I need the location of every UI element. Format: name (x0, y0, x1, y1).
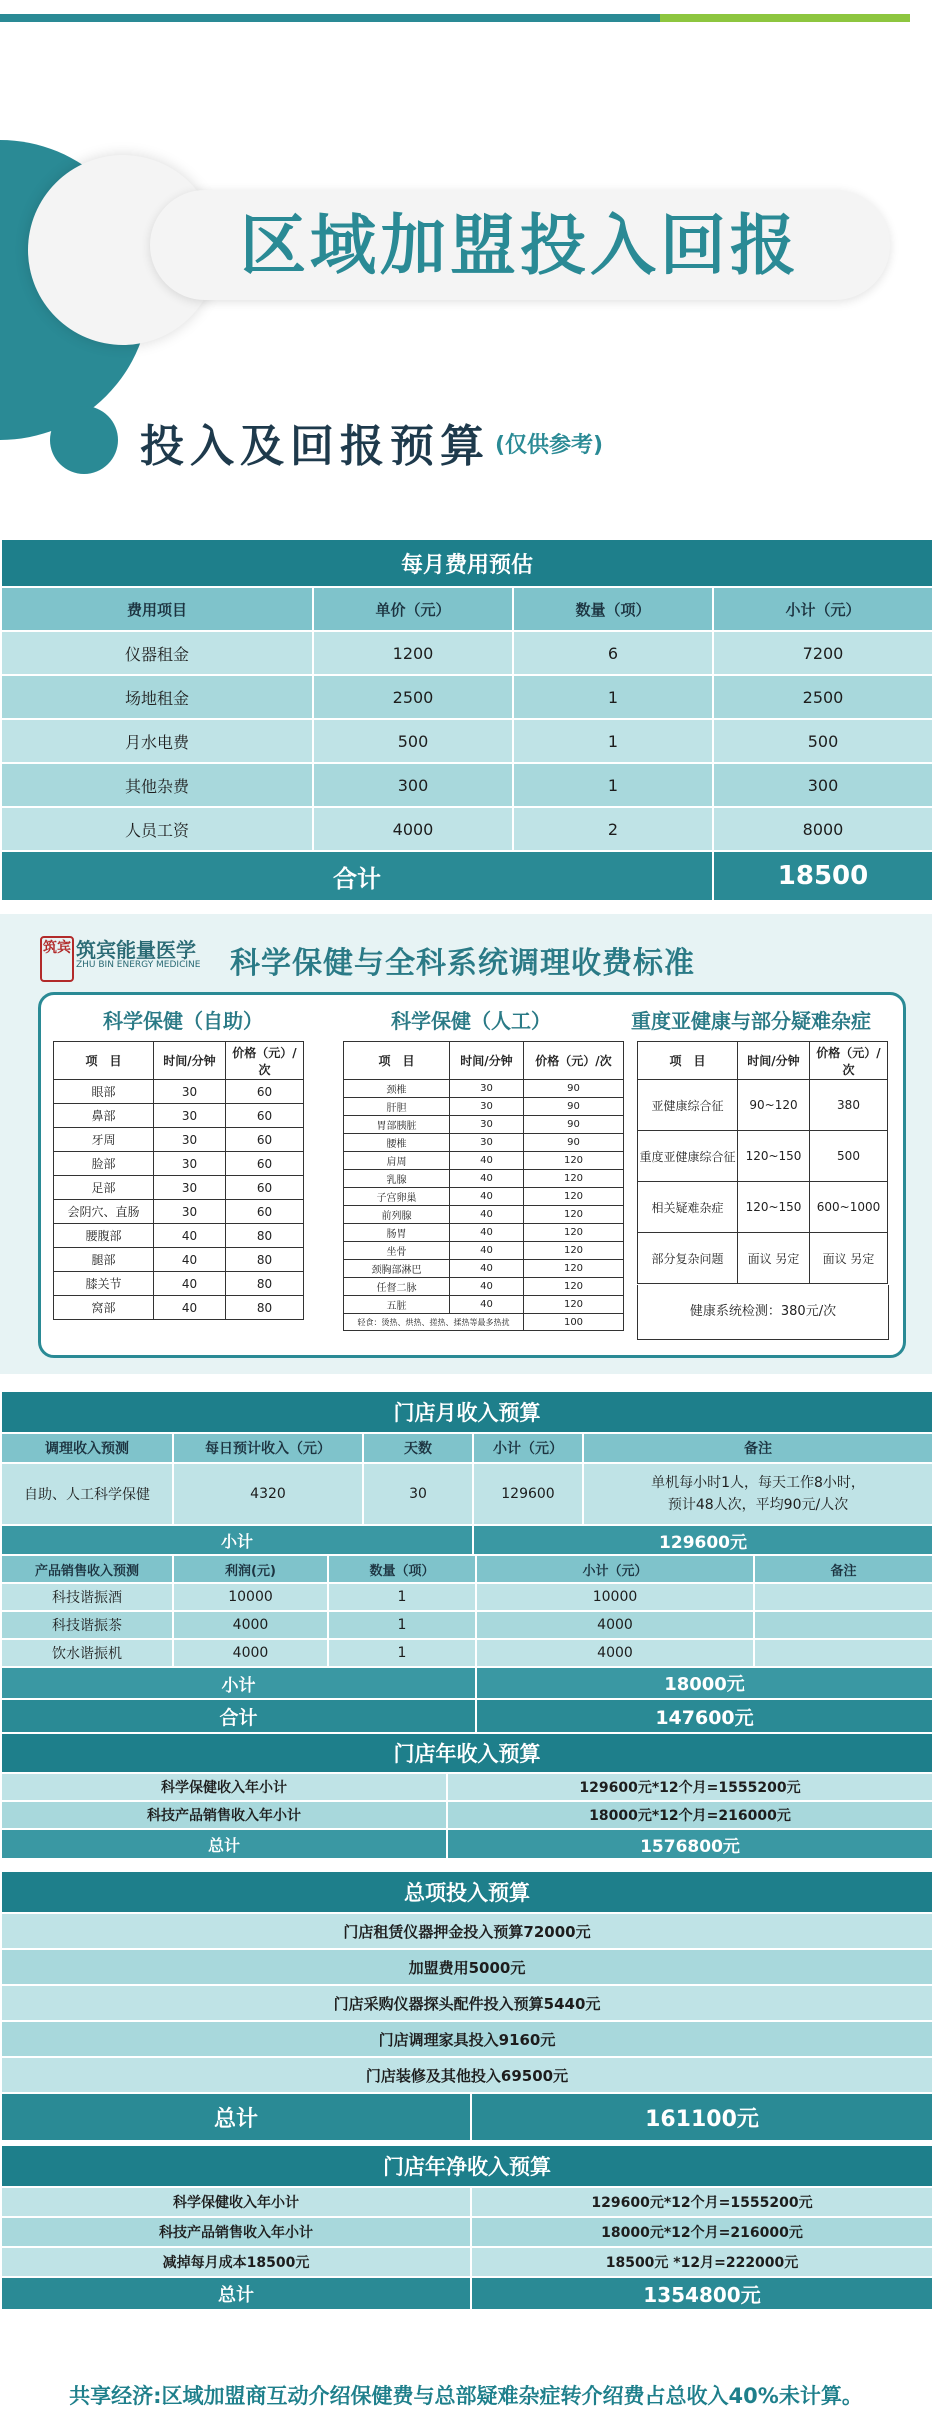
price-cell: 120 (524, 1278, 624, 1296)
cell: 1 (513, 675, 713, 719)
cell: 门店调理家具投入9160元 (1, 2021, 932, 2057)
price-cell: 任督二脉 (344, 1278, 450, 1296)
price-cell: 40 (450, 1170, 524, 1188)
subtotal-row (1, 1525, 932, 1555)
price-cell: 120 (524, 1170, 624, 1188)
cell: 饮水谐振机 (1, 1639, 173, 1667)
header-cell: 单价（元） (313, 587, 513, 631)
accent-green (660, 14, 910, 22)
header-cell: 天数 (363, 1433, 473, 1463)
price-cell: 40 (450, 1188, 524, 1206)
header-cell: 数量（项） (513, 587, 713, 631)
cell: 1 (513, 763, 713, 807)
price-cell: 30 (450, 1098, 524, 1116)
table-row (1, 1611, 932, 1639)
pricing-card (0, 914, 932, 1374)
cell: 仪器租金 (1, 631, 313, 675)
table-row (1, 675, 932, 719)
section-title: 投入及回报预算 (140, 421, 490, 472)
price-cell: 牙周 (54, 1128, 154, 1152)
price-cell: 120 (524, 1206, 624, 1224)
price-cell: 子宫卵巢 (344, 1188, 450, 1206)
price-cell: 40 (154, 1272, 226, 1296)
price-cell: 120 (524, 1188, 624, 1206)
cell: 门店租赁仪器押金投入预算72000元 (1, 1913, 932, 1949)
store-monthly-table (0, 1390, 932, 1556)
price-cell: 30 (154, 1128, 226, 1152)
subtotal-value: 18000元 (476, 1667, 932, 1699)
product-header (1, 1555, 932, 1583)
cell: 18500元 *12月=222000元 (471, 2247, 932, 2277)
price-cell: 五脏 (344, 1296, 450, 1314)
price-header-row (638, 1042, 888, 1080)
price-cell: 40 (154, 1296, 226, 1320)
cell: 门店采购仪器探头配件投入预算5440元 (1, 1985, 932, 2021)
table-row (1, 1639, 932, 1667)
price-cell: 会阴穴、直肠 (54, 1200, 154, 1224)
price-cell: 胃部胰脏 (344, 1116, 450, 1134)
total-value: 1354800元 (471, 2277, 932, 2310)
price-cell: 面议 另定 (738, 1233, 810, 1284)
cell: 4000 (313, 807, 513, 851)
price-cell: 40 (154, 1248, 226, 1272)
price-cell: 30 (450, 1080, 524, 1098)
cell: 科技谐振茶 (1, 1611, 173, 1639)
cell: 自助、人工科学保健 (1, 1463, 173, 1525)
manual-title: 科学保健（人工） (391, 1009, 551, 1033)
price-cell: 40 (154, 1224, 226, 1248)
total-value: 1576800元 (447, 1829, 932, 1859)
price-cell: 40 (450, 1152, 524, 1170)
price-row (344, 1152, 624, 1170)
total-value: 18500 (713, 851, 932, 901)
price-row (344, 1080, 624, 1098)
table-row (1, 2187, 932, 2217)
cell: 人员工资 (1, 807, 313, 851)
price-row (54, 1272, 304, 1296)
price-row (54, 1176, 304, 1200)
cell: 2500 (713, 675, 932, 719)
price-cell: 腰椎 (344, 1134, 450, 1152)
health-check-note: 健康系统检测：380元/次 (637, 1285, 889, 1340)
price-cell: 眼部 (54, 1080, 154, 1104)
total-value: 147600元 (476, 1699, 932, 1733)
cell: 科学保健收入年小计 (1, 2187, 471, 2217)
cell: 1 (328, 1583, 476, 1611)
price-footnote-row (344, 1314, 624, 1331)
store-annual-total-row (1, 1829, 932, 1859)
header-cell: 时间/分钟 (738, 1042, 810, 1080)
price-cell: 相关疑难杂症 (638, 1182, 738, 1233)
cell: 1200 (313, 631, 513, 675)
header-cell: 时间/分钟 (450, 1042, 524, 1080)
brand-logo (40, 934, 210, 982)
price-cell: 面议 另定 (810, 1233, 888, 1284)
cell: 场地租金 (1, 675, 313, 719)
subtotal-label: 小计 (1, 1525, 473, 1555)
header-cell: 项 目 (54, 1042, 154, 1080)
cell: 4000 (476, 1639, 754, 1667)
footer-note: 共享经济:区域加盟商互动介绍保健费与总部疑难杂症转介绍费占总收入40%未计算。 (69, 2384, 863, 2408)
table-row (1, 1913, 932, 1949)
header-cell: 项 目 (344, 1042, 450, 1080)
cell: 4000 (476, 1611, 754, 1639)
net-annual-title: 门店年净收入预算 (1, 2145, 932, 2187)
price-cell: 60 (226, 1104, 304, 1128)
price-cell: 500 (810, 1131, 888, 1182)
header-cell: 价格（元）/次 (810, 1042, 888, 1080)
price-footnote-value: 100 (524, 1314, 624, 1331)
product-subtotal-row (1, 1667, 932, 1699)
price-cell: 脸部 (54, 1152, 154, 1176)
price-row (54, 1104, 304, 1128)
subtotal-value: 129600元 (473, 1525, 932, 1555)
price-cell: 腰腹部 (54, 1224, 154, 1248)
price-row (54, 1200, 304, 1224)
header-cell: 小计（元） (473, 1433, 583, 1463)
price-cell: 120 (524, 1296, 624, 1314)
cell: 科技谐振酒 (1, 1583, 173, 1611)
table-row (1, 1583, 932, 1611)
total-label: 总计 (1, 2277, 471, 2310)
self-price-table (53, 1041, 304, 1320)
severe-price-table (637, 1041, 888, 1284)
section-dot-icon (50, 406, 118, 474)
net-annual-total-row (1, 2277, 932, 2310)
price-cell: 窝部 (54, 1296, 154, 1320)
price-row (54, 1248, 304, 1272)
cell: 6 (513, 631, 713, 675)
table-row (1, 1801, 932, 1829)
store-annual-table (0, 1732, 932, 1860)
price-row (54, 1080, 304, 1104)
severe-title: 重度亚健康与部分疑难杂症 (631, 1009, 871, 1033)
header-cell: 每日预计收入（元） (173, 1433, 363, 1463)
total-value: 161100元 (471, 2093, 932, 2141)
total-label: 总计 (1, 1829, 447, 1859)
price-row (638, 1080, 888, 1131)
price-row (344, 1296, 624, 1314)
price-cell: 30 (154, 1080, 226, 1104)
price-cell: 40 (450, 1206, 524, 1224)
total-label: 合计 (1, 1699, 476, 1733)
header-cell: 小计（元） (713, 587, 932, 631)
price-row (344, 1260, 624, 1278)
header-cell: 备注 (754, 1555, 932, 1583)
table-row (1, 2217, 932, 2247)
price-header-row (344, 1042, 624, 1080)
cell: 科学保健收入年小计 (1, 1773, 447, 1801)
pricing-panel (38, 992, 906, 1358)
cell: 30 (363, 1463, 473, 1525)
manual-price-table (343, 1041, 624, 1331)
price-cell: 肩周 (344, 1152, 450, 1170)
cell (754, 1583, 932, 1611)
price-row (344, 1116, 624, 1134)
price-row (344, 1224, 624, 1242)
section-note: (仅供参考) (495, 433, 604, 458)
top-accent-bar (0, 14, 932, 22)
price-cell: 30 (450, 1116, 524, 1134)
price-cell: 120 (524, 1224, 624, 1242)
cell: 129600元*12个月=1555200元 (471, 2187, 932, 2217)
price-cell: 40 (450, 1260, 524, 1278)
price-cell: 90~120 (738, 1080, 810, 1131)
cell: 2 (513, 807, 713, 851)
price-cell: 80 (226, 1272, 304, 1296)
note-cell (583, 1463, 932, 1525)
cell: 月水电费 (1, 719, 313, 763)
price-row (638, 1233, 888, 1284)
cell: 129600元*12个月=1555200元 (447, 1773, 932, 1801)
table-row (1, 1773, 932, 1801)
cell (754, 1639, 932, 1667)
accent-teal (0, 14, 660, 22)
pricing-title: 科学保健与全科系统调理收费标准 (230, 946, 695, 981)
price-row (54, 1128, 304, 1152)
price-cell: 60 (226, 1152, 304, 1176)
table-row (1, 1949, 932, 1985)
price-cell: 90 (524, 1134, 624, 1152)
table-row (1, 763, 932, 807)
header-cell: 价格（元）/次 (226, 1042, 304, 1080)
store-annual-title: 门店年收入预算 (1, 1733, 932, 1773)
price-cell: 600~1000 (810, 1182, 888, 1233)
price-row (54, 1296, 304, 1320)
investment-total-row (1, 2093, 932, 2141)
price-cell: 30 (154, 1176, 226, 1200)
cell: 7200 (713, 631, 932, 675)
cell: 2500 (313, 675, 513, 719)
cell: 科技产品销售收入年小计 (1, 2217, 471, 2247)
monthly-header-row (1, 587, 932, 631)
header-cell: 备注 (583, 1433, 932, 1463)
note-line: 预计48人次，平均90元/人次 (667, 1497, 849, 1513)
header-cell: 数量（项） (328, 1555, 476, 1583)
logo-seal-icon: 筑宾 (40, 936, 74, 982)
store-monthly-header (1, 1433, 932, 1463)
table-row (1, 631, 932, 675)
cell: 10000 (173, 1583, 328, 1611)
price-cell: 30 (450, 1134, 524, 1152)
price-cell: 膝关节 (54, 1272, 154, 1296)
table-row (1, 1463, 932, 1525)
price-row (54, 1224, 304, 1248)
price-cell: 120 (524, 1260, 624, 1278)
cell: 减掉每月成本18500元 (1, 2247, 471, 2277)
price-cell: 80 (226, 1224, 304, 1248)
price-cell: 亚健康综合征 (638, 1080, 738, 1131)
header-cell: 时间/分钟 (154, 1042, 226, 1080)
header-cell: 费用项目 (1, 587, 313, 631)
hero-banner (0, 110, 932, 350)
logo-name: 筑宾能量医学 (76, 938, 196, 962)
cell: 门店装修及其他投入69500元 (1, 2057, 932, 2093)
total-label: 总计 (1, 2093, 471, 2141)
cell: 300 (313, 763, 513, 807)
price-cell: 60 (226, 1176, 304, 1200)
price-row (638, 1131, 888, 1182)
cell: 18000元*12个月=216000元 (471, 2217, 932, 2247)
table-row (1, 2021, 932, 2057)
price-cell: 40 (450, 1242, 524, 1260)
header-cell: 调理收入预测 (1, 1433, 173, 1463)
header-cell: 产品销售收入预测 (1, 1555, 173, 1583)
table-row (1, 1985, 932, 2021)
cell: 300 (713, 763, 932, 807)
total-label: 合计 (1, 851, 713, 901)
price-cell: 120 (524, 1152, 624, 1170)
header-cell: 小计（元） (476, 1555, 754, 1583)
monthly-total-row (1, 851, 932, 901)
price-cell: 80 (226, 1248, 304, 1272)
price-cell: 120~150 (738, 1131, 810, 1182)
header-cell: 利润(元) (173, 1555, 328, 1583)
price-cell: 重度亚健康综合征 (638, 1131, 738, 1182)
investment-table (0, 1870, 932, 2142)
net-annual-table (0, 2144, 932, 2311)
price-row (344, 1134, 624, 1152)
price-header-row (54, 1042, 304, 1080)
store-monthly-total-row (1, 1699, 932, 1733)
cell: 500 (313, 719, 513, 763)
subtotal-label: 小计 (1, 1667, 476, 1699)
price-row (344, 1170, 624, 1188)
price-cell: 足部 (54, 1176, 154, 1200)
price-cell: 380 (810, 1080, 888, 1131)
header-cell: 项 目 (638, 1042, 738, 1080)
table-row (1, 2247, 932, 2277)
price-cell: 40 (450, 1224, 524, 1242)
table-row (1, 2057, 932, 2093)
cell: 129600 (473, 1463, 583, 1525)
price-row (344, 1278, 624, 1296)
cell: 加盟费用5000元 (1, 1949, 932, 1985)
cell: 其他杂费 (1, 763, 313, 807)
cell: 4000 (173, 1639, 328, 1667)
price-row (344, 1206, 624, 1224)
price-footnote: 轻食：烫热、烘热、搓热、揉热等最多热扰 (344, 1314, 524, 1331)
price-cell: 30 (154, 1200, 226, 1224)
logo-english: ZHU BIN ENERGY MEDICINE (76, 960, 201, 970)
table-row (1, 807, 932, 851)
price-row (638, 1182, 888, 1233)
monthly-title: 每月费用预估 (1, 539, 932, 587)
self-title: 科学保健（自助） (103, 1009, 263, 1033)
price-cell: 30 (154, 1152, 226, 1176)
cell: 科技产品销售收入年小计 (1, 1801, 447, 1829)
price-cell: 60 (226, 1200, 304, 1224)
price-cell: 40 (450, 1296, 524, 1314)
price-cell: 颈椎 (344, 1080, 450, 1098)
cell: 8000 (713, 807, 932, 851)
store-monthly-title: 门店月收入预算 (1, 1391, 932, 1433)
cell: 500 (713, 719, 932, 763)
note-line: 单机每小时1人，每天工作8小时， (651, 1475, 865, 1491)
cell: 1 (328, 1639, 476, 1667)
table-row (1, 719, 932, 763)
price-cell: 部分复杂问题 (638, 1233, 738, 1284)
cell: 10000 (476, 1583, 754, 1611)
price-cell: 前列腺 (344, 1206, 450, 1224)
header-cell: 价格（元）/次 (524, 1042, 624, 1080)
monthly-cost-table (0, 538, 932, 902)
price-cell: 腿部 (54, 1248, 154, 1272)
cell: 1 (328, 1611, 476, 1639)
price-cell: 鼻部 (54, 1104, 154, 1128)
price-cell: 90 (524, 1116, 624, 1134)
price-cell: 90 (524, 1080, 624, 1098)
cell: 4320 (173, 1463, 363, 1525)
price-cell: 60 (226, 1080, 304, 1104)
price-cell: 120~150 (738, 1182, 810, 1233)
cell (754, 1611, 932, 1639)
price-cell: 坐骨 (344, 1242, 450, 1260)
investment-title: 总项投入预算 (1, 1871, 932, 1913)
price-cell: 90 (524, 1098, 624, 1116)
price-row (344, 1098, 624, 1116)
price-row (344, 1242, 624, 1260)
price-cell: 肠胃 (344, 1224, 450, 1242)
cell: 4000 (173, 1611, 328, 1639)
price-cell: 120 (524, 1242, 624, 1260)
price-cell: 40 (450, 1278, 524, 1296)
price-cell: 颈胸部淋巴 (344, 1260, 450, 1278)
hero-title: 区域加盟投入回报 (240, 207, 800, 284)
price-cell: 60 (226, 1128, 304, 1152)
cell: 1 (513, 719, 713, 763)
price-cell: 肝胆 (344, 1098, 450, 1116)
price-row (54, 1152, 304, 1176)
cell: 18000元*12个月=216000元 (447, 1801, 932, 1829)
price-cell: 80 (226, 1296, 304, 1320)
price-cell: 30 (154, 1104, 226, 1128)
price-cell: 乳腺 (344, 1170, 450, 1188)
price-row (344, 1188, 624, 1206)
product-sales-table (0, 1554, 932, 1734)
